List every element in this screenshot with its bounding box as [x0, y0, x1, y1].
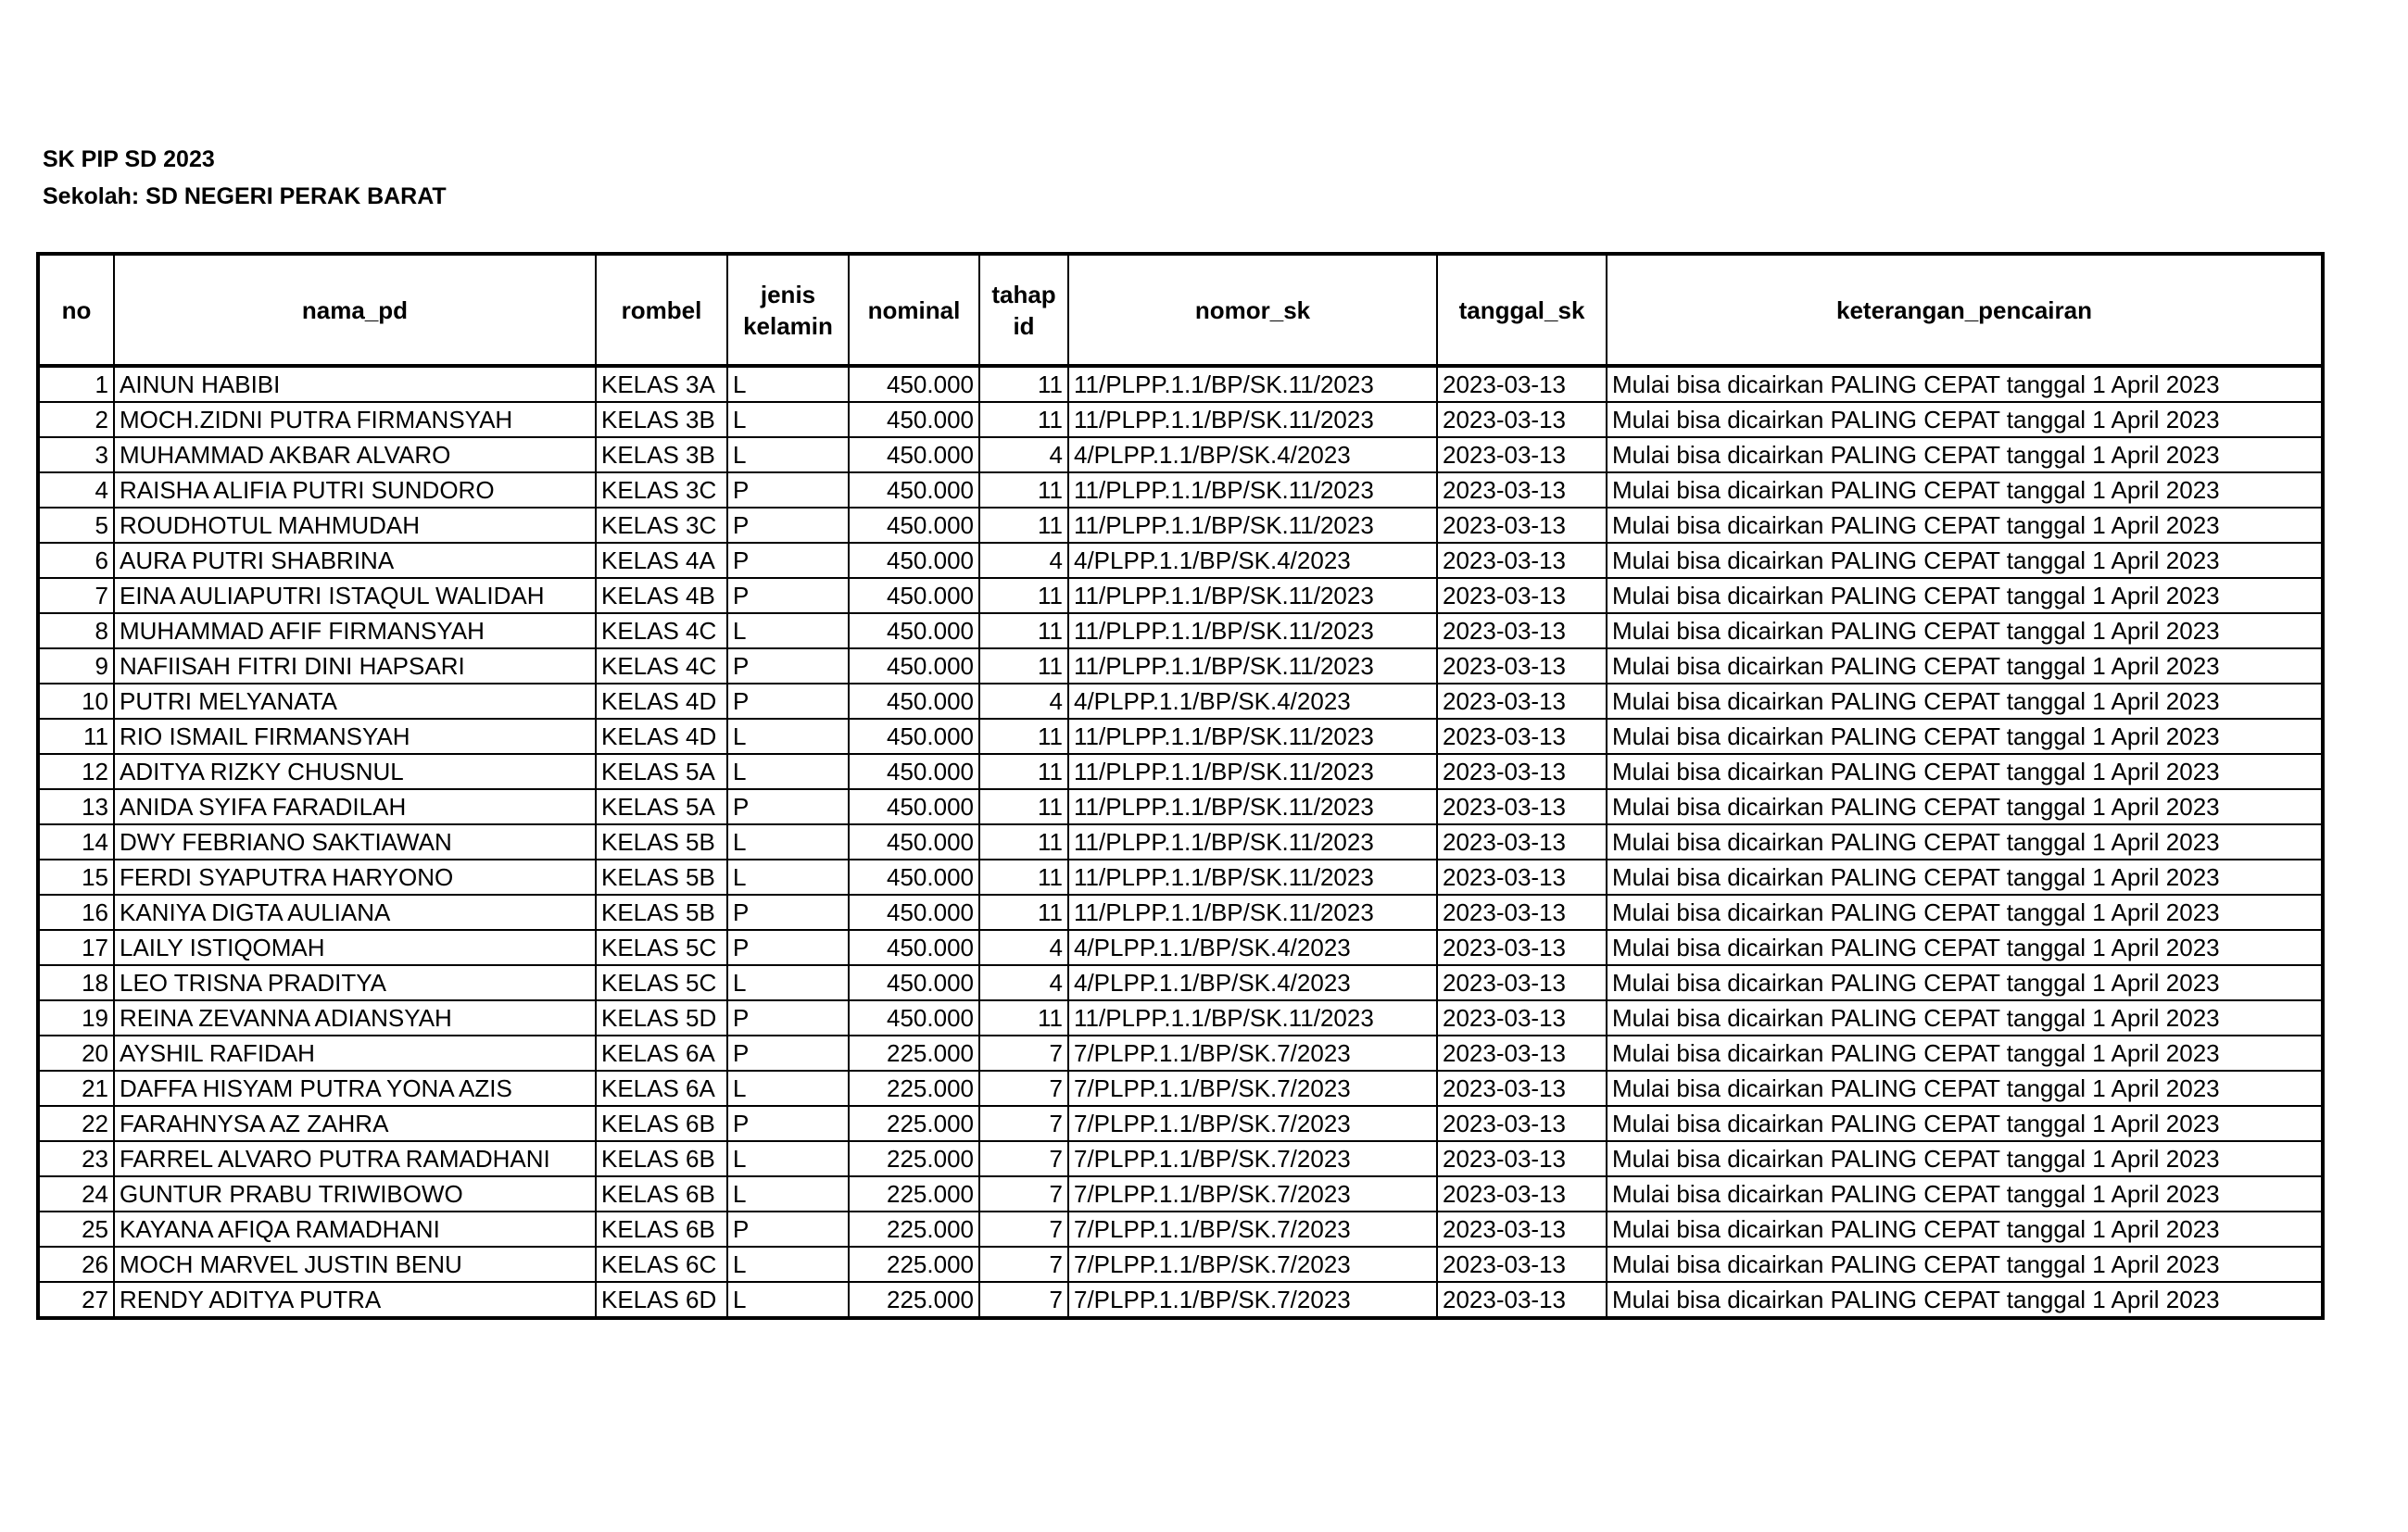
cell-nomor-sk: 7/PLPP.1.1/BP/SK.7/2023: [1068, 1282, 1437, 1318]
cell-jenis-kelamin: P: [727, 1212, 849, 1247]
table-header-row: [38, 254, 2323, 366]
cell-nama-pd: KAYANA AFIQA RAMADHANI: [114, 1212, 596, 1247]
cell-nama-pd: MOCH.ZIDNI PUTRA FIRMANSYAH: [114, 402, 596, 437]
cell-jenis-kelamin: L: [727, 1176, 849, 1212]
cell-tahap-id: 4: [979, 437, 1068, 472]
cell-rombel: KELAS 5B: [596, 860, 727, 895]
cell-nama-pd: MUHAMMAD AFIF FIRMANSYAH: [114, 613, 596, 648]
cell-nomor-sk: 11/PLPP.1.1/BP/SK.11/2023: [1068, 895, 1437, 930]
cell-jenis-kelamin: P: [727, 930, 849, 965]
cell-rombel: KELAS 5A: [596, 754, 727, 789]
cell-nominal: 450.000: [849, 860, 979, 895]
column-header-no: no: [38, 254, 114, 366]
table-row: [38, 684, 2323, 719]
cell-no: 19: [38, 1000, 114, 1036]
table-row: [38, 895, 2323, 930]
cell-rombel: KELAS 4A: [596, 543, 727, 578]
cell-nominal: 450.000: [849, 789, 979, 824]
cell-jenis-kelamin: P: [727, 543, 849, 578]
cell-nominal: 450.000: [849, 824, 979, 860]
cell-nomor-sk: 7/PLPP.1.1/BP/SK.7/2023: [1068, 1247, 1437, 1282]
cell-nama-pd: RAISHA ALIFIA PUTRI SUNDORO: [114, 472, 596, 508]
table-body: [38, 366, 2323, 1318]
cell-nama-pd: RENDY ADITYA PUTRA: [114, 1282, 596, 1318]
cell-nominal: 450.000: [849, 508, 979, 543]
cell-nominal: 450.000: [849, 1000, 979, 1036]
cell-tanggal-sk: 2023-03-13: [1437, 789, 1607, 824]
table-row: [38, 1036, 2323, 1071]
cell-no: 8: [38, 613, 114, 648]
cell-nama-pd: EINA AULIAPUTRI ISTAQUL WALIDAH: [114, 578, 596, 613]
cell-rombel: KELAS 3A: [596, 366, 727, 402]
cell-tahap-id: 7: [979, 1282, 1068, 1318]
cell-no: 9: [38, 648, 114, 684]
document-title: SK PIP SD 2023: [43, 146, 215, 172]
cell-jenis-kelamin: L: [727, 965, 849, 1000]
cell-no: 26: [38, 1247, 114, 1282]
cell-rombel: KELAS 4C: [596, 613, 727, 648]
cell-rombel: KELAS 5B: [596, 895, 727, 930]
table-row: [38, 1071, 2323, 1106]
cell-tanggal-sk: 2023-03-13: [1437, 965, 1607, 1000]
table-row: [38, 1212, 2323, 1247]
cell-tahap-id: 7: [979, 1106, 1068, 1141]
cell-nomor-sk: 7/PLPP.1.1/BP/SK.7/2023: [1068, 1106, 1437, 1141]
cell-jenis-kelamin: P: [727, 684, 849, 719]
cell-nominal: 450.000: [849, 613, 979, 648]
table-row: [38, 472, 2323, 508]
cell-nomor-sk: 4/PLPP.1.1/BP/SK.4/2023: [1068, 543, 1437, 578]
cell-nomor-sk: 11/PLPP.1.1/BP/SK.11/2023: [1068, 648, 1437, 684]
cell-jenis-kelamin: L: [727, 719, 849, 754]
cell-keterangan-pencairan: Mulai bisa dicairkan PALING CEPAT tanggal 1 April 2023: [1607, 472, 2323, 508]
cell-keterangan-pencairan: Mulai bisa dicairkan PALING CEPAT tanggal 1 April 2023: [1607, 402, 2323, 437]
cell-nominal: 450.000: [849, 648, 979, 684]
cell-jenis-kelamin: L: [727, 366, 849, 402]
column-header-jenis-kelamin: jenis kelamin: [727, 254, 849, 366]
cell-rombel: KELAS 5C: [596, 965, 727, 1000]
cell-jenis-kelamin: P: [727, 895, 849, 930]
cell-nama-pd: LAILY ISTIQOMAH: [114, 930, 596, 965]
cell-no: 4: [38, 472, 114, 508]
cell-jenis-kelamin: L: [727, 860, 849, 895]
cell-nomor-sk: 11/PLPP.1.1/BP/SK.11/2023: [1068, 613, 1437, 648]
cell-tanggal-sk: 2023-03-13: [1437, 1071, 1607, 1106]
table-row: [38, 578, 2323, 613]
cell-keterangan-pencairan: Mulai bisa dicairkan PALING CEPAT tanggal 1 April 2023: [1607, 754, 2323, 789]
cell-nominal: 225.000: [849, 1176, 979, 1212]
cell-rombel: KELAS 3C: [596, 508, 727, 543]
cell-nominal: 450.000: [849, 895, 979, 930]
cell-no: 6: [38, 543, 114, 578]
cell-nama-pd: AYSHIL RAFIDAH: [114, 1036, 596, 1071]
cell-no: 2: [38, 402, 114, 437]
cell-tanggal-sk: 2023-03-13: [1437, 578, 1607, 613]
cell-tanggal-sk: 2023-03-13: [1437, 402, 1607, 437]
cell-jenis-kelamin: L: [727, 1282, 849, 1318]
cell-nominal: 450.000: [849, 965, 979, 1000]
cell-nominal: 225.000: [849, 1247, 979, 1282]
cell-rombel: KELAS 4D: [596, 684, 727, 719]
sk-pip-table: [36, 252, 2325, 1320]
table-row: [38, 930, 2323, 965]
cell-tanggal-sk: 2023-03-13: [1437, 860, 1607, 895]
cell-nama-pd: FERDI SYAPUTRA HARYONO: [114, 860, 596, 895]
cell-tanggal-sk: 2023-03-13: [1437, 684, 1607, 719]
cell-tanggal-sk: 2023-03-13: [1437, 366, 1607, 402]
cell-tahap-id: 7: [979, 1071, 1068, 1106]
cell-tahap-id: 4: [979, 543, 1068, 578]
cell-nomor-sk: 4/PLPP.1.1/BP/SK.4/2023: [1068, 965, 1437, 1000]
cell-nama-pd: AINUN HABIBI: [114, 366, 596, 402]
cell-tanggal-sk: 2023-03-13: [1437, 1000, 1607, 1036]
cell-no: 5: [38, 508, 114, 543]
cell-nominal: 450.000: [849, 684, 979, 719]
cell-nama-pd: NAFIISAH FITRI DINI HAPSARI: [114, 648, 596, 684]
cell-nama-pd: FARAHNYSA AZ ZAHRA: [114, 1106, 596, 1141]
cell-tahap-id: 4: [979, 965, 1068, 1000]
cell-jenis-kelamin: L: [727, 754, 849, 789]
cell-jenis-kelamin: P: [727, 1036, 849, 1071]
table-row: [38, 1247, 2323, 1282]
cell-jenis-kelamin: L: [727, 402, 849, 437]
cell-tahap-id: 11: [979, 1000, 1068, 1036]
cell-nominal: 450.000: [849, 719, 979, 754]
column-header-nominal: nominal: [849, 254, 979, 366]
cell-no: 24: [38, 1176, 114, 1212]
cell-nomor-sk: 11/PLPP.1.1/BP/SK.11/2023: [1068, 754, 1437, 789]
cell-keterangan-pencairan: Mulai bisa dicairkan PALING CEPAT tanggal 1 April 2023: [1607, 965, 2323, 1000]
cell-jenis-kelamin: L: [727, 1141, 849, 1176]
cell-nomor-sk: 7/PLPP.1.1/BP/SK.7/2023: [1068, 1141, 1437, 1176]
cell-nomor-sk: 4/PLPP.1.1/BP/SK.4/2023: [1068, 930, 1437, 965]
cell-tahap-id: 7: [979, 1176, 1068, 1212]
cell-nama-pd: PUTRI MELYANATA: [114, 684, 596, 719]
cell-rombel: KELAS 6A: [596, 1036, 727, 1071]
cell-no: 14: [38, 824, 114, 860]
cell-tanggal-sk: 2023-03-13: [1437, 472, 1607, 508]
cell-rombel: KELAS 6C: [596, 1247, 727, 1282]
cell-no: 15: [38, 860, 114, 895]
cell-jenis-kelamin: P: [727, 508, 849, 543]
cell-keterangan-pencairan: Mulai bisa dicairkan PALING CEPAT tanggal 1 April 2023: [1607, 1141, 2323, 1176]
cell-jenis-kelamin: L: [727, 613, 849, 648]
cell-tanggal-sk: 2023-03-13: [1437, 1176, 1607, 1212]
cell-jenis-kelamin: P: [727, 648, 849, 684]
column-header-nama-pd: nama_pd: [114, 254, 596, 366]
cell-rombel: KELAS 6D: [596, 1282, 727, 1318]
cell-tanggal-sk: 2023-03-13: [1437, 648, 1607, 684]
cell-rombel: KELAS 3B: [596, 437, 727, 472]
cell-keterangan-pencairan: Mulai bisa dicairkan PALING CEPAT tanggal 1 April 2023: [1607, 789, 2323, 824]
cell-keterangan-pencairan: Mulai bisa dicairkan PALING CEPAT tanggal 1 April 2023: [1607, 1176, 2323, 1212]
cell-tahap-id: 11: [979, 578, 1068, 613]
cell-nominal: 450.000: [849, 930, 979, 965]
cell-tahap-id: 11: [979, 824, 1068, 860]
cell-keterangan-pencairan: Mulai bisa dicairkan PALING CEPAT tanggal 1 April 2023: [1607, 860, 2323, 895]
cell-tanggal-sk: 2023-03-13: [1437, 930, 1607, 965]
cell-keterangan-pencairan: Mulai bisa dicairkan PALING CEPAT tanggal 1 April 2023: [1607, 543, 2323, 578]
school-name: Sekolah: SD NEGERI PERAK BARAT: [43, 183, 447, 209]
cell-no: 23: [38, 1141, 114, 1176]
cell-jenis-kelamin: L: [727, 1247, 849, 1282]
cell-nominal: 450.000: [849, 754, 979, 789]
cell-nomor-sk: 11/PLPP.1.1/BP/SK.11/2023: [1068, 789, 1437, 824]
cell-keterangan-pencairan: Mulai bisa dicairkan PALING CEPAT tanggal 1 April 2023: [1607, 613, 2323, 648]
cell-keterangan-pencairan: Mulai bisa dicairkan PALING CEPAT tanggal 1 April 2023: [1607, 1247, 2323, 1282]
cell-nomor-sk: 4/PLPP.1.1/BP/SK.4/2023: [1068, 684, 1437, 719]
cell-nominal: 225.000: [849, 1141, 979, 1176]
cell-no: 12: [38, 754, 114, 789]
cell-nominal: 225.000: [849, 1106, 979, 1141]
cell-nama-pd: MUHAMMAD AKBAR ALVARO: [114, 437, 596, 472]
cell-nominal: 225.000: [849, 1071, 979, 1106]
cell-nominal: 450.000: [849, 472, 979, 508]
cell-nama-pd: REINA ZEVANNA ADIANSYAH: [114, 1000, 596, 1036]
cell-no: 3: [38, 437, 114, 472]
cell-keterangan-pencairan: Mulai bisa dicairkan PALING CEPAT tanggal 1 April 2023: [1607, 684, 2323, 719]
cell-rombel: KELAS 4C: [596, 648, 727, 684]
cell-nama-pd: ADITYA RIZKY CHUSNUL: [114, 754, 596, 789]
cell-no: 10: [38, 684, 114, 719]
cell-rombel: KELAS 5B: [596, 824, 727, 860]
cell-nama-pd: AURA PUTRI SHABRINA: [114, 543, 596, 578]
cell-nominal: 225.000: [849, 1282, 979, 1318]
cell-keterangan-pencairan: Mulai bisa dicairkan PALING CEPAT tanggal 1 April 2023: [1607, 1000, 2323, 1036]
cell-jenis-kelamin: P: [727, 578, 849, 613]
cell-nominal: 450.000: [849, 437, 979, 472]
cell-tahap-id: 7: [979, 1036, 1068, 1071]
table-row: [38, 1282, 2323, 1318]
cell-no: 11: [38, 719, 114, 754]
cell-tanggal-sk: 2023-03-13: [1437, 437, 1607, 472]
cell-tahap-id: 11: [979, 754, 1068, 789]
cell-rombel: KELAS 4B: [596, 578, 727, 613]
cell-nama-pd: GUNTUR PRABU TRIWIBOWO: [114, 1176, 596, 1212]
cell-tanggal-sk: 2023-03-13: [1437, 543, 1607, 578]
cell-tahap-id: 11: [979, 508, 1068, 543]
cell-nomor-sk: 7/PLPP.1.1/BP/SK.7/2023: [1068, 1036, 1437, 1071]
cell-tahap-id: 11: [979, 613, 1068, 648]
cell-no: 21: [38, 1071, 114, 1106]
cell-nomor-sk: 4/PLPP.1.1/BP/SK.4/2023: [1068, 437, 1437, 472]
cell-keterangan-pencairan: Mulai bisa dicairkan PALING CEPAT tanggal 1 April 2023: [1607, 1212, 2323, 1247]
cell-jenis-kelamin: P: [727, 1000, 849, 1036]
column-header-keterangan-pencairan: keterangan_pencairan: [1607, 254, 2323, 366]
cell-rombel: KELAS 5C: [596, 930, 727, 965]
cell-keterangan-pencairan: Mulai bisa dicairkan PALING CEPAT tanggal 1 April 2023: [1607, 719, 2323, 754]
cell-no: 25: [38, 1212, 114, 1247]
cell-no: 16: [38, 895, 114, 930]
cell-tahap-id: 11: [979, 860, 1068, 895]
cell-keterangan-pencairan: Mulai bisa dicairkan PALING CEPAT tanggal 1 April 2023: [1607, 648, 2323, 684]
cell-keterangan-pencairan: Mulai bisa dicairkan PALING CEPAT tanggal 1 April 2023: [1607, 578, 2323, 613]
cell-nama-pd: KANIYA DIGTA AULIANA: [114, 895, 596, 930]
cell-nama-pd: DWY FEBRIANO SAKTIAWAN: [114, 824, 596, 860]
cell-jenis-kelamin: L: [727, 824, 849, 860]
cell-tanggal-sk: 2023-03-13: [1437, 1141, 1607, 1176]
cell-nominal: 450.000: [849, 578, 979, 613]
table-row: [38, 437, 2323, 472]
cell-tanggal-sk: 2023-03-13: [1437, 1036, 1607, 1071]
cell-nomor-sk: 11/PLPP.1.1/BP/SK.11/2023: [1068, 578, 1437, 613]
cell-no: 13: [38, 789, 114, 824]
cell-no: 17: [38, 930, 114, 965]
cell-keterangan-pencairan: Mulai bisa dicairkan PALING CEPAT tanggal 1 April 2023: [1607, 437, 2323, 472]
cell-nomor-sk: 11/PLPP.1.1/BP/SK.11/2023: [1068, 366, 1437, 402]
table-row: [38, 613, 2323, 648]
cell-tahap-id: 11: [979, 402, 1068, 437]
column-header-rombel: rombel: [596, 254, 727, 366]
table-row: [38, 1000, 2323, 1036]
cell-tahap-id: 11: [979, 648, 1068, 684]
table-row: [38, 1141, 2323, 1176]
table-row: [38, 754, 2323, 789]
column-header-tahap-id: tahap id: [979, 254, 1068, 366]
cell-nominal: 450.000: [849, 543, 979, 578]
cell-tanggal-sk: 2023-03-13: [1437, 1212, 1607, 1247]
cell-nominal: 450.000: [849, 402, 979, 437]
cell-jenis-kelamin: P: [727, 1106, 849, 1141]
cell-jenis-kelamin: L: [727, 1071, 849, 1106]
cell-keterangan-pencairan: Mulai bisa dicairkan PALING CEPAT tanggal 1 April 2023: [1607, 1036, 2323, 1071]
cell-tahap-id: 11: [979, 895, 1068, 930]
cell-nominal: 225.000: [849, 1036, 979, 1071]
cell-tanggal-sk: 2023-03-13: [1437, 508, 1607, 543]
cell-nama-pd: ANIDA SYIFA FARADILAH: [114, 789, 596, 824]
cell-jenis-kelamin: L: [727, 437, 849, 472]
cell-no: 1: [38, 366, 114, 402]
cell-rombel: KELAS 6A: [596, 1071, 727, 1106]
table-row: [38, 719, 2323, 754]
cell-nama-pd: ROUDHOTUL MAHMUDAH: [114, 508, 596, 543]
cell-rombel: KELAS 5D: [596, 1000, 727, 1036]
cell-nomor-sk: 11/PLPP.1.1/BP/SK.11/2023: [1068, 472, 1437, 508]
cell-jenis-kelamin: P: [727, 789, 849, 824]
cell-keterangan-pencairan: Mulai bisa dicairkan PALING CEPAT tanggal 1 April 2023: [1607, 508, 2323, 543]
table-row: [38, 789, 2323, 824]
cell-tahap-id: 11: [979, 366, 1068, 402]
cell-tahap-id: 7: [979, 1212, 1068, 1247]
cell-keterangan-pencairan: Mulai bisa dicairkan PALING CEPAT tanggal 1 April 2023: [1607, 366, 2323, 402]
table-row: [38, 402, 2323, 437]
cell-nominal: 225.000: [849, 1212, 979, 1247]
cell-nama-pd: LEO TRISNA PRADITYA: [114, 965, 596, 1000]
cell-jenis-kelamin: P: [727, 472, 849, 508]
cell-nomor-sk: 11/PLPP.1.1/BP/SK.11/2023: [1068, 860, 1437, 895]
cell-rombel: KELAS 3B: [596, 402, 727, 437]
cell-tahap-id: 11: [979, 472, 1068, 508]
cell-no: 27: [38, 1282, 114, 1318]
table-row: [38, 543, 2323, 578]
cell-rombel: KELAS 4D: [596, 719, 727, 754]
cell-no: 7: [38, 578, 114, 613]
cell-nama-pd: FARREL ALVARO PUTRA RAMADHANI: [114, 1141, 596, 1176]
cell-tahap-id: 7: [979, 1247, 1068, 1282]
cell-tanggal-sk: 2023-03-13: [1437, 719, 1607, 754]
cell-tahap-id: 11: [979, 719, 1068, 754]
cell-tanggal-sk: 2023-03-13: [1437, 1247, 1607, 1282]
cell-keterangan-pencairan: Mulai bisa dicairkan PALING CEPAT tanggal 1 April 2023: [1607, 930, 2323, 965]
cell-tanggal-sk: 2023-03-13: [1437, 754, 1607, 789]
cell-tanggal-sk: 2023-03-13: [1437, 895, 1607, 930]
cell-rombel: KELAS 6B: [596, 1106, 727, 1141]
cell-nomor-sk: 11/PLPP.1.1/BP/SK.11/2023: [1068, 719, 1437, 754]
cell-rombel: KELAS 6B: [596, 1212, 727, 1247]
column-header-tanggal-sk: tanggal_sk: [1437, 254, 1607, 366]
table-row: [38, 366, 2323, 402]
cell-nomor-sk: 11/PLPP.1.1/BP/SK.11/2023: [1068, 402, 1437, 437]
cell-rombel: KELAS 5A: [596, 789, 727, 824]
cell-keterangan-pencairan: Mulai bisa dicairkan PALING CEPAT tanggal 1 April 2023: [1607, 1106, 2323, 1141]
table-row: [38, 965, 2323, 1000]
cell-tahap-id: 11: [979, 789, 1068, 824]
cell-nomor-sk: 11/PLPP.1.1/BP/SK.11/2023: [1068, 1000, 1437, 1036]
table-row: [38, 860, 2323, 895]
table-row: [38, 824, 2323, 860]
cell-tahap-id: 7: [979, 1141, 1068, 1176]
cell-nama-pd: MOCH MARVEL JUSTIN BENU: [114, 1247, 596, 1282]
cell-tahap-id: 4: [979, 930, 1068, 965]
cell-no: 18: [38, 965, 114, 1000]
cell-keterangan-pencairan: Mulai bisa dicairkan PALING CEPAT tanggal 1 April 2023: [1607, 1282, 2323, 1318]
table-row: [38, 508, 2323, 543]
table-row: [38, 1106, 2323, 1141]
cell-nomor-sk: 11/PLPP.1.1/BP/SK.11/2023: [1068, 824, 1437, 860]
cell-keterangan-pencairan: Mulai bisa dicairkan PALING CEPAT tanggal 1 April 2023: [1607, 1071, 2323, 1106]
cell-rombel: KELAS 6B: [596, 1141, 727, 1176]
cell-no: 22: [38, 1106, 114, 1141]
cell-rombel: KELAS 3C: [596, 472, 727, 508]
cell-nomor-sk: 7/PLPP.1.1/BP/SK.7/2023: [1068, 1212, 1437, 1247]
cell-keterangan-pencairan: Mulai bisa dicairkan PALING CEPAT tanggal 1 April 2023: [1607, 895, 2323, 930]
cell-no: 20: [38, 1036, 114, 1071]
table-row: [38, 1176, 2323, 1212]
cell-tanggal-sk: 2023-03-13: [1437, 613, 1607, 648]
cell-tanggal-sk: 2023-03-13: [1437, 1282, 1607, 1318]
cell-rombel: KELAS 6B: [596, 1176, 727, 1212]
cell-nomor-sk: 7/PLPP.1.1/BP/SK.7/2023: [1068, 1071, 1437, 1106]
cell-tahap-id: 4: [979, 684, 1068, 719]
cell-tanggal-sk: 2023-03-13: [1437, 824, 1607, 860]
cell-tanggal-sk: 2023-03-13: [1437, 1106, 1607, 1141]
cell-nama-pd: DAFFA HISYAM PUTRA YONA AZIS: [114, 1071, 596, 1106]
column-header-nomor-sk: nomor_sk: [1068, 254, 1437, 366]
cell-nominal: 450.000: [849, 366, 979, 402]
cell-nomor-sk: 11/PLPP.1.1/BP/SK.11/2023: [1068, 508, 1437, 543]
cell-nomor-sk: 7/PLPP.1.1/BP/SK.7/2023: [1068, 1176, 1437, 1212]
table-row: [38, 648, 2323, 684]
cell-keterangan-pencairan: Mulai bisa dicairkan PALING CEPAT tanggal 1 April 2023: [1607, 824, 2323, 860]
cell-nama-pd: RIO ISMAIL FIRMANSYAH: [114, 719, 596, 754]
